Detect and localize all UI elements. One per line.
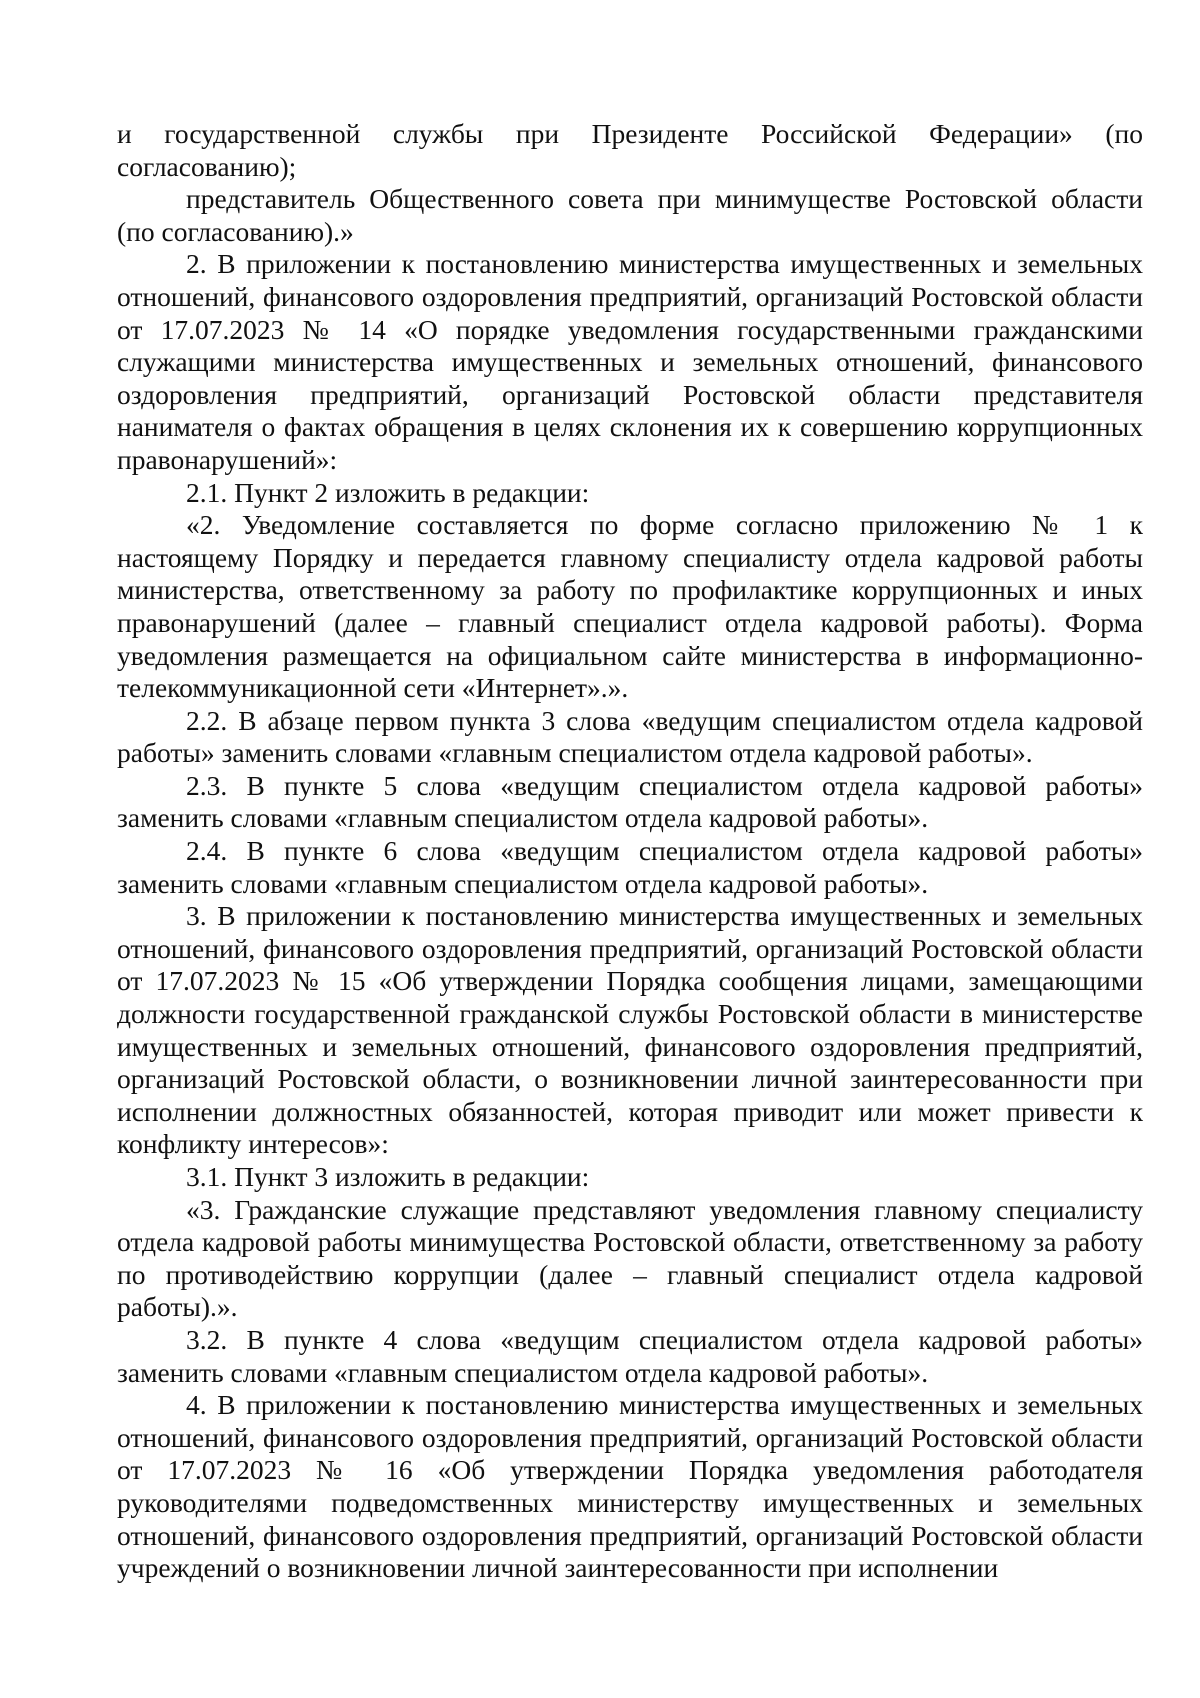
paragraph-item-2-2: 2.2. В абзаце первом пункта 3 слова «ведущим специалистом отдела кадровой работы» заменить словами «главным специалистом отдела кадровой работы». bbox=[117, 704, 1143, 769]
paragraph-council-representative: представитель Общественного совета при минимуществе Ростовской области (по согласованию).» bbox=[117, 183, 1143, 247]
paragraph-item-2-4: 2.4. В пункте 6 слова «ведущим специалистом отдела кадровой работы» заменить словами «главным специалистом отдела кадровой работы». bbox=[117, 835, 1143, 899]
paragraph-item-2: 2. В приложении к постановлению министерства имущественных и земельных отношений, финансового оздоровления предприятий, организаций Ростовской области от 17.07.2023 № 14 «О порядке уведомления государственными гражданскими служащими министерства имущественных и земельных отношений, финансового оздоровления предприятий, организаций Ростовской области представителя нанимателя о фактах обращения в целях склонения их к совершению коррупционных правонарушений»: bbox=[117, 248, 1143, 475]
paragraph-item-3: 3. В приложении к постановлению министерства имущественных и земельных отношений, финансового оздоровления предприятий, организаций Ростовской области от 17.07.2023 № 15 «Об утверждении Порядка сообщения лицами, замещающими должности государственной гражданской службы Ростовской области в министерстве имущественных и земельных отношений, финансового оздоровления предприятий, организаций Ростовской области, о возникновении личной заинтересованности при исполнении должностных обязанностей, которая приводит или может привести к конфликту интересов»: bbox=[117, 900, 1143, 1160]
paragraph-item-2-3: 2.3. В пункте 5 слова «ведущим специалистом отдела кадровой работы» заменить словами «главным специалистом отдела кадровой работы». bbox=[117, 769, 1143, 834]
document-page bbox=[117, 118, 1143, 1585]
paragraph-item-2-1: 2.1. Пункт 2 изложить в редакции: bbox=[186, 476, 590, 508]
paragraph-continuation: и государственной службы при Президенте Российской Федерации» (по согласованию); bbox=[117, 118, 1143, 182]
paragraph-item-3-2: 3.2. В пункте 4 слова «ведущим специалистом отдела кадровой работы» заменить словами «главным специалистом отдела кадровой работы». bbox=[117, 1323, 1143, 1388]
paragraph-item-3-1-text: «3. Гражданские служащие представляют уведомления главному специалисту отдела кадровой работы минимущества Ростовской области, ответственному за работу по противодействию коррупции (далее – главный специалист отдела кадровой работы).». bbox=[117, 1193, 1143, 1323]
paragraph-item-4: 4. В приложении к постановлению министерства имущественных и земельных отношений, финансового оздоровления предприятий, организаций Ростовской области от 17.07.2023 № 16 «Об утверждении Порядка уведомления работодателя руководителями подведомственных министерству имущественных и земельных отношений, финансового оздоровления предприятий, организаций Ростовской области учреждений о возникновении личной заинтересованности при исполнении bbox=[117, 1389, 1143, 1584]
paragraph-item-2-1-text: «2. Уведомление составляется по форме согласно приложению № 1 к настоящему Порядку и передается главному специалисту отдела кадровой работы министерства, ответственному за работу по профилактике коррупционных и иных правонарушений (далее – главный специалист отдела кадровой работы). Форма уведомления размещается на официальном сайте министерства в информационно-телекоммуникационной сети «Интернет».». bbox=[117, 509, 1143, 704]
paragraph-item-3-1: 3.1. Пункт 3 изложить в редакции: bbox=[186, 1161, 590, 1192]
